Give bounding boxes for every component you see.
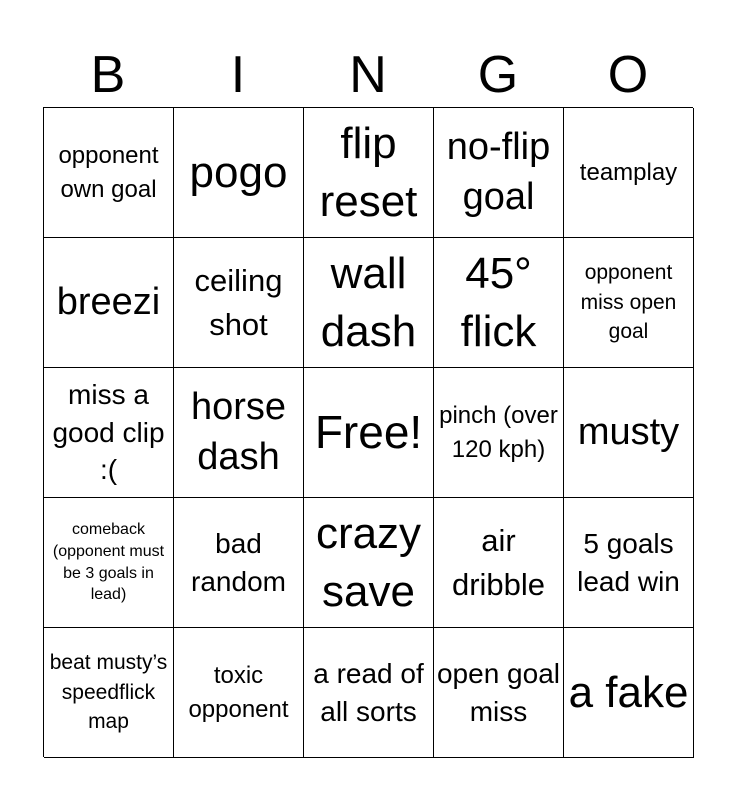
bingo-cell[interactable]: miss a good clip :( [44, 368, 174, 498]
header-letter-b: B [90, 46, 126, 104]
bingo-cell[interactable]: open goal miss [434, 628, 564, 758]
bingo-cell[interactable]: toxic opponent [174, 628, 304, 758]
bingo-cell[interactable]: 45° flick [434, 238, 564, 368]
bingo-cell[interactable]: opponent own goal [44, 108, 174, 238]
bingo-cell[interactable]: teamplay [564, 108, 694, 238]
bingo-cell[interactable]: pinch (over 120 kph) [434, 368, 564, 498]
header-letter-o: O [607, 46, 649, 104]
bingo-cell[interactable]: 5 goals lead win [564, 498, 694, 628]
bingo-cell[interactable]: pogo [174, 108, 304, 238]
bingo-cell[interactable]: bad random [174, 498, 304, 628]
bingo-cell[interactable]: musty [564, 368, 694, 498]
bingo-cell[interactable]: ceiling shot [174, 238, 304, 368]
bingo-cell[interactable]: beat musty’s speedflick map [44, 628, 174, 758]
bingo-cell[interactable]: no-flip goal [434, 108, 564, 238]
bingo-cell[interactable]: comeback (opponent must be 3 goals in lead) [44, 498, 174, 628]
bingo-cell[interactable]: a read of all sorts [304, 628, 434, 758]
bingo-header [43, 44, 693, 106]
bingo-cell[interactable]: breezi [44, 238, 174, 368]
header-letter-n: N [349, 46, 387, 104]
bingo-cell[interactable]: a fake [564, 628, 694, 758]
bingo-cell[interactable]: horse dash [174, 368, 304, 498]
header-letter-g: G [477, 46, 519, 104]
bingo-cell[interactable]: air dribble [434, 498, 564, 628]
bingo-cell[interactable]: flip reset [304, 108, 434, 238]
bingo-cell[interactable]: wall dash [304, 238, 434, 368]
bingo-cell[interactable]: crazy save [304, 498, 434, 628]
free-space[interactable]: Free! [304, 368, 434, 498]
header-letter-i: I [230, 46, 246, 104]
bingo-cell[interactable]: opponent miss open goal [564, 238, 694, 368]
bingo-grid [43, 107, 693, 757]
